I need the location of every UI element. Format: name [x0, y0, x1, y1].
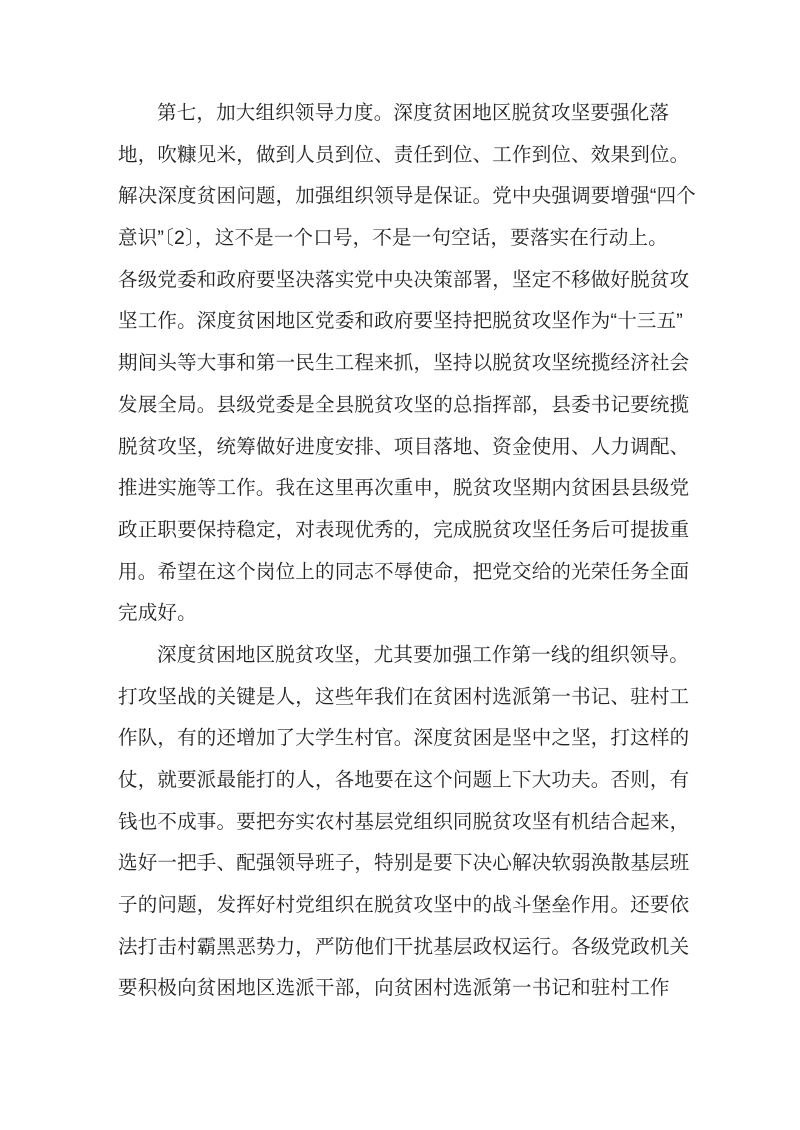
text-line: 意识”〔2〕，这不是一个口号，不是一句空话，要落实在行动上。	[118, 227, 668, 250]
text-line: 期间头等大事和第一民生工程来抓，坚持以脱贫攻坚统揽经济社会	[118, 352, 690, 375]
text-line: 打攻坚战的关键是人，这些年我们在贫困村选派第一书记、驻村工	[118, 685, 690, 708]
text-line: 脱贫攻坚，统筹做好进度安排、项目落地、资金使用、人力调配、	[118, 435, 690, 458]
text-line: 解决深度贫困问题，加强组织领导是保证。党中央强调要增强“四个	[118, 185, 696, 208]
text-line: 坚工作。深度贫困地区党委和政府要坚持把脱贫攻坚作为“十三五”	[118, 310, 683, 333]
paragraph-2	[118, 635, 690, 1010]
text-line: 法打击村霸黑恶势力，严防他们干扰基层政权运行。各级党政机关	[118, 935, 690, 958]
text-line: 深度贫困地区脱贫攻坚，尤其要加强工作第一线的组织领导。	[157, 643, 689, 666]
text-line: 要积极向贫困地区选派干部，向贫困村选派第一书记和驻村工作	[118, 977, 670, 1000]
text-line: 仗，就要派最能打的人，各地要在这个问题上下大功夫。否则，有	[118, 769, 690, 791]
text-line: 选好一把手、配强领导班子，特别是要下决心解决软弱涣散基层班	[118, 852, 690, 875]
text-line: 钱也不成事。要把夯实农村基层党组织同脱贫攻坚有机结合起来，	[118, 810, 690, 833]
text-line: 推进实施等工作。我在这里再次重申，脱贫攻坚期内贫困县县级党	[118, 477, 690, 500]
text-line: 地，吹糠见米，做到人员到位、责任到位、工作到位、效果到位。	[118, 143, 690, 166]
text-line: 第七，加大组织领导力度。深度贫困地区脱贫攻坚要强化落	[157, 102, 670, 124]
text-line: 子的问题，发挥好村党组织在脱贫攻坚中的战斗堡垒作用。还要依	[118, 894, 690, 917]
paragraph-1	[118, 93, 696, 635]
text-line: 完成好。	[118, 602, 197, 625]
text-line: 发展全局。县级党委是全县脱贫攻坚的总指挥部，县委书记要统揽	[118, 393, 690, 416]
text-line: 各级党委和政府要坚决落实党中央决策部署，坚定不移做好脱贫攻	[118, 268, 690, 291]
text-line: 用。希望在这个岗位上的同志不辱使命，把党交给的光荣任务全面	[118, 560, 690, 583]
text-line: 政正职要保持稳定，对表现优秀的，完成脱贫攻坚任务后可提拔重	[118, 518, 690, 541]
text-line: 作队，有的还增加了大学生村官。深度贫困是坚中之坚，打这样的	[118, 727, 690, 750]
